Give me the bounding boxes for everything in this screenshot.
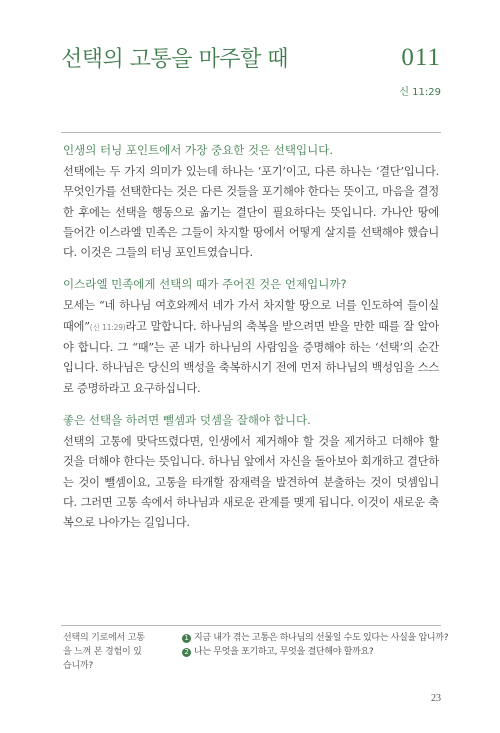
page-number: 23 — [431, 693, 441, 704]
chapter-number: 011 — [401, 44, 441, 71]
section-1 — [63, 141, 439, 263]
reflection-questions — [182, 631, 449, 659]
section-heading: 이스라엘 민족에게 선택의 때가 주어진 것은 언제입니까? — [63, 277, 347, 292]
section-paragraph — [63, 296, 439, 398]
section-2 — [63, 275, 439, 398]
number-badge-icon: 1 — [182, 634, 191, 643]
bottom-divider — [61, 625, 441, 626]
question-text: 지금 내가 겪는 고통은 하나님의 선물일 수도 있다는 사실을 압니까? — [194, 633, 449, 643]
question-text: 나는 무엇을 포기하고, 무엇을 결단해야 할까요? — [194, 647, 374, 657]
question-item — [182, 645, 442, 659]
inline-scripture-reference: (신 11:29) — [89, 322, 126, 332]
number-badge-icon: 2 — [182, 648, 191, 657]
paragraph-text: 라고 말합니다. 하나님의 축복을 받으려면 받을 만한 때를 잘 알아야 합니다. 그 “때”는 곧 내가 하나님의 사람임을 증명해야 하는 ‘선택’의 순간입니다. 하나님은 당신의 백성을 축복하시기 전에 먼저 하나님의 백성임을 스스로 증명하라고 요구하십니다. — [63, 319, 439, 395]
section-heading: 인생의 터닝 포인트에서 가장 중요한 것은 선택입니다. — [63, 143, 333, 157]
section-paragraph: 선택에는 두 가지 의미가 있는데 하나는 ‘포기’이고, 다른 하나는 ‘결단’입니다. 무엇인가를 선택한다는 것은 다른 것들을 포기해야 한다는 뜻이고, 마음을 결정한 후에는 선택을 행동으로 옮기는 결단이 필요하다는 뜻입니다. 가나안 땅에 들어간 이스라엘 민족은 그들이 차지할 땅에서 어떻게 살지를 선택해야 했습니다. 이것은 그들의 터닝 포인트였습니다. — [63, 165, 439, 260]
question-item — [182, 631, 449, 645]
section-3 — [63, 411, 439, 533]
section-paragraph: 선택의 고통에 맞닥뜨렸다면, 인생에서 제거해야 할 것을 제거하고 더해야 할 것을 더해야 한다는 뜻입니다. 하나님 앞에서 자신을 돌아보아 회개하고 결단하는 것이 뺄셈이요, 고통을 타개할 잠재력을 발견하여 분출하는 것이 덧셈입니다. 그러면 고통 속에서 하나님과 새로운 관계를 맺게 됩니다. 이것이 새로운 축복으로 나아가는 길입니다. — [63, 434, 439, 530]
top-divider — [61, 132, 441, 133]
reflection-prompt: 선택의 기로에서 고통을 느껴 본 경험이 있습니까? — [63, 633, 145, 671]
chapter-title: 선택의 고통을 마주할 때 — [61, 47, 289, 72]
body-text — [63, 141, 439, 545]
paragraph-text: 모세는 “네 하나님 여호와께서 네가 가서 차지할 땅으로 너를 인도하여 들이실 때에” — [63, 299, 439, 333]
scripture-reference: 신 11:29 — [399, 87, 441, 98]
section-heading: 좋은 선택을 하려면 뺄셈과 덧셈을 잘해야 합니다. — [63, 412, 311, 427]
